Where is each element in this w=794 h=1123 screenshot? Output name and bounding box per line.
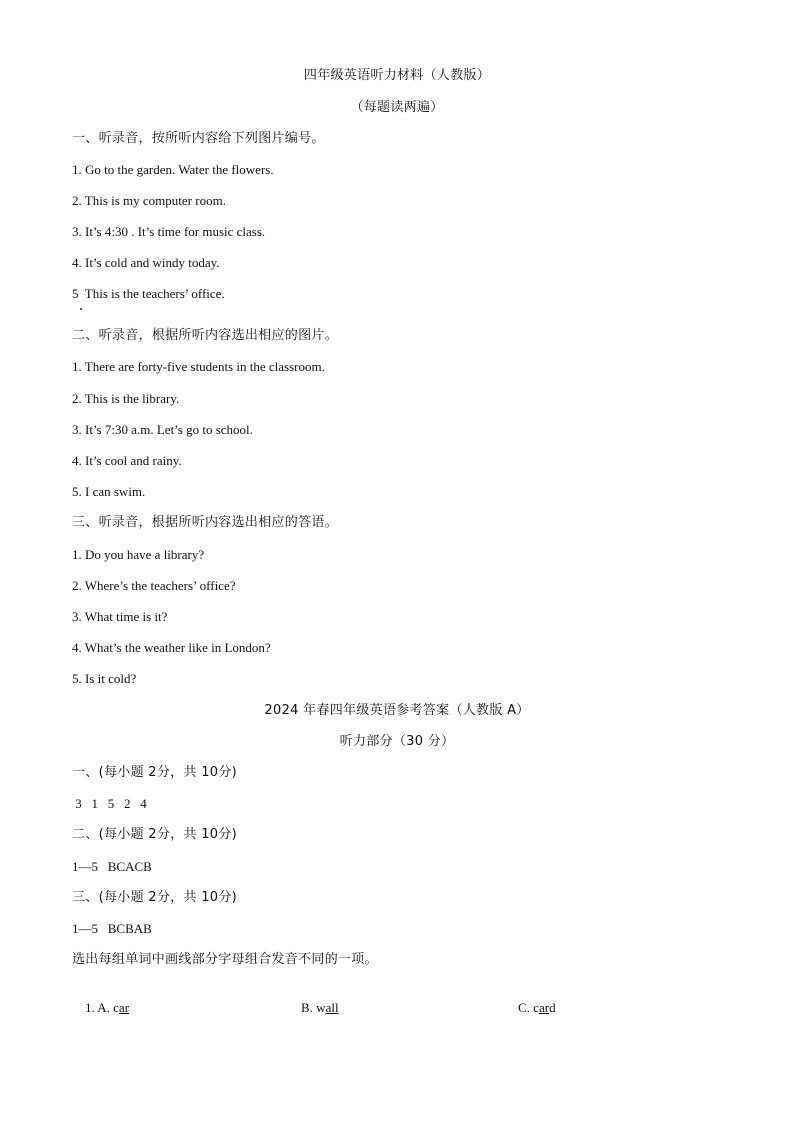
section3-item: 4. What’s the weather like in London? [72, 640, 271, 655]
section3-item: 3. What time is it? [72, 609, 168, 624]
answers-part2-answer: 1—5 BCACB [72, 859, 152, 874]
section1-item: 5 This is the teachers’ office. [72, 286, 225, 301]
phonics-q1-option-c [505, 984, 556, 1032]
answers-subtitle: 听力部分（30 分） [339, 734, 455, 749]
option-label: 1. A. [85, 1000, 114, 1015]
section2-item: 1. There are forty-five students in the classroom. [72, 359, 325, 374]
phonics-q1-option-b [288, 984, 339, 1032]
underlined-letters: ar [118, 1000, 130, 1015]
section1-item: 1. Go to the garden. Water the flowers. [72, 162, 274, 177]
section2-item: 2. This is the library. [72, 391, 180, 406]
answers-part3-answer: 1—5 BCBAB [72, 921, 152, 936]
section1-item: 3. It’s 4:30 . It’s time for music class. [72, 224, 266, 239]
answers-part2-heading: 二、(每小题 2分，共 10分) [72, 827, 238, 842]
word-part: w [316, 1000, 326, 1015]
page-subtitle: （每题读两遍） [350, 100, 444, 115]
word-part: c [113, 1000, 119, 1015]
section3-heading: 三、听录音，根据所听内容选出相应的答语。 [72, 515, 339, 530]
answers-part3-heading: 三、(每小题 2分，共 10分) [72, 890, 238, 905]
option-label: C. [518, 1000, 534, 1015]
section2-item: 4. It’s cool and rainy. [72, 453, 182, 468]
word-part: c [533, 1000, 539, 1015]
phonics-q1-option-a [72, 984, 129, 1032]
section1-item: 4. It’s cold and windy today. [72, 255, 220, 270]
section2-item: 3. It’s 7:30 a.m. Let’s go to school. [72, 422, 253, 437]
section3-item: 1. Do you have a library? [72, 547, 205, 562]
phonics-heading: 选出每组单词中画线部分字母组合发音不同的一项。 [72, 952, 378, 967]
section2-heading: 二、听录音，根据所听内容选出相应的图片。 [72, 328, 339, 343]
underlined-letters: all [325, 1000, 339, 1015]
word-part: d [549, 1000, 556, 1015]
option-label: B. [301, 1000, 317, 1015]
answers-part1-answer: 3 1 5 2 4 [72, 796, 147, 811]
answers-title: 2024 年春四年级英语参考答案（人教版 A） [264, 703, 530, 718]
section3-item: 2. Where’s the teachers’ office? [72, 578, 236, 593]
section1-heading: 一、听录音，按所听内容给下列图片编号。 [72, 131, 325, 146]
stray-dot [80, 308, 82, 310]
section3-item: 5. Is it cold? [72, 671, 137, 686]
answers-part1-heading: 一、(每小题 2分，共 10分) [72, 765, 238, 780]
page-title: 四年级英语听力材料（人教版） [303, 68, 491, 83]
section1-item: 2. This is my computer room. [72, 193, 226, 208]
section2-item: 5. I can swim. [72, 484, 146, 499]
underlined-letters: ar [538, 1000, 550, 1015]
